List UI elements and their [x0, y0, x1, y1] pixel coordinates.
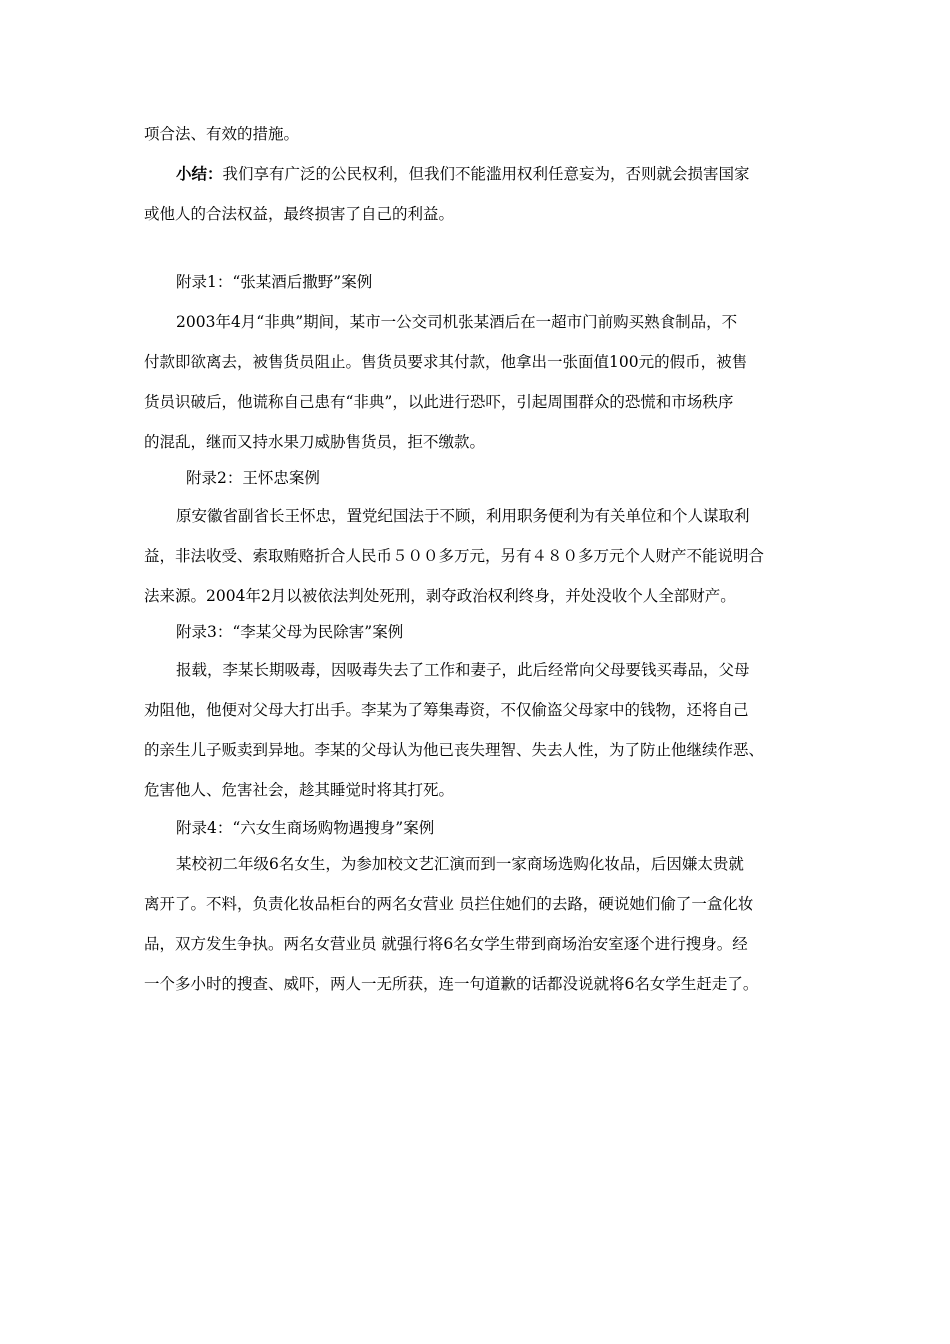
text-line: 项合法、有效的措施。	[144, 125, 300, 143]
text-line: 付款即欲离去，被售货员阻止。售货员要求其付款，他拿出一张面值100元的假币，被售	[144, 353, 748, 371]
text-line: 或他人的合法权益，最终损害了自己的利益。	[144, 205, 455, 223]
text-line: 的混乱，继而又持水果刀威胁售货员，拒不缴款。	[144, 433, 486, 451]
text-line: 一个多小时的搜查、威吓，两人一无所获，连一句道歉的话都没说就将6名女学生赶走了。	[144, 975, 759, 993]
summary-paragraph-line	[176, 164, 824, 184]
text-line: 危害他人、危害社会，趁其睡觉时将其打死。	[144, 781, 455, 799]
text-line: 品，双方发生争执。两名女营业员 就强行将6名女学生带到商场治安室逐个进行搜身。经	[144, 935, 748, 953]
text-line: 益，非法收受、索取贿赂折合人民币５００多万元，另有４８０多万元个人财产不能说明合	[144, 547, 765, 565]
appendix-2-heading: 附录2：王怀忠案例	[186, 469, 320, 487]
text-line: 2003年4月“非典”期间，某市一公交司机张某酒后在一超市门前购买熟食制品，不	[176, 313, 738, 331]
appendix-3-heading: 附录3：“李某父母为民除害”案例	[176, 623, 404, 641]
text-line: 货员识破后，他谎称自己患有“非典”，以此进行恐吓，引起周围群众的恐慌和市场秩序	[144, 393, 734, 411]
appendix-4-heading: 附录4：“六女生商场购物遇搜身”案例	[176, 819, 435, 837]
appendix-1-heading: 附录1：“张某酒后撒野”案例	[176, 273, 373, 291]
summary-text: 我们享有广泛的公民权利，但我们不能滥用权利任意妄为，否则就会损害国家	[222, 165, 750, 183]
text-line: 报载，李某长期吸毒，因吸毒失去了工作和妻子，此后经常向父母要钱买毒品，父母	[176, 661, 750, 679]
text-line: 某校初二年级6名女生，为参加校文艺汇演而到一家商场选购化妆品，后因嫌太贵就	[176, 855, 744, 873]
text-line: 法来源。2004年2月以被依法判处死刑，剥夺政治权利终身，并处没收个人全部财产。	[144, 587, 736, 605]
text-line: 原安徽省副省长王怀忠，置党纪国法于不顾，利用职务便利为有关单位和个人谋取利	[176, 507, 750, 525]
text-line: 离开了。不料，负责化妆品柜台的两名女营业 员拦住她们的去路，硬说她们偷了一盒化妆	[144, 895, 754, 913]
text-line: 的亲生儿子贩卖到异地。李某的父母认为他已丧失理智、失去人性，为了防止他继续作恶、	[144, 741, 765, 759]
summary-label: 小结：	[176, 164, 223, 183]
text-line: 劝阻他，他便对父母大打出手。李某为了筹集毒资，不仅偷盗父母家中的钱物，还将自己	[144, 701, 749, 719]
